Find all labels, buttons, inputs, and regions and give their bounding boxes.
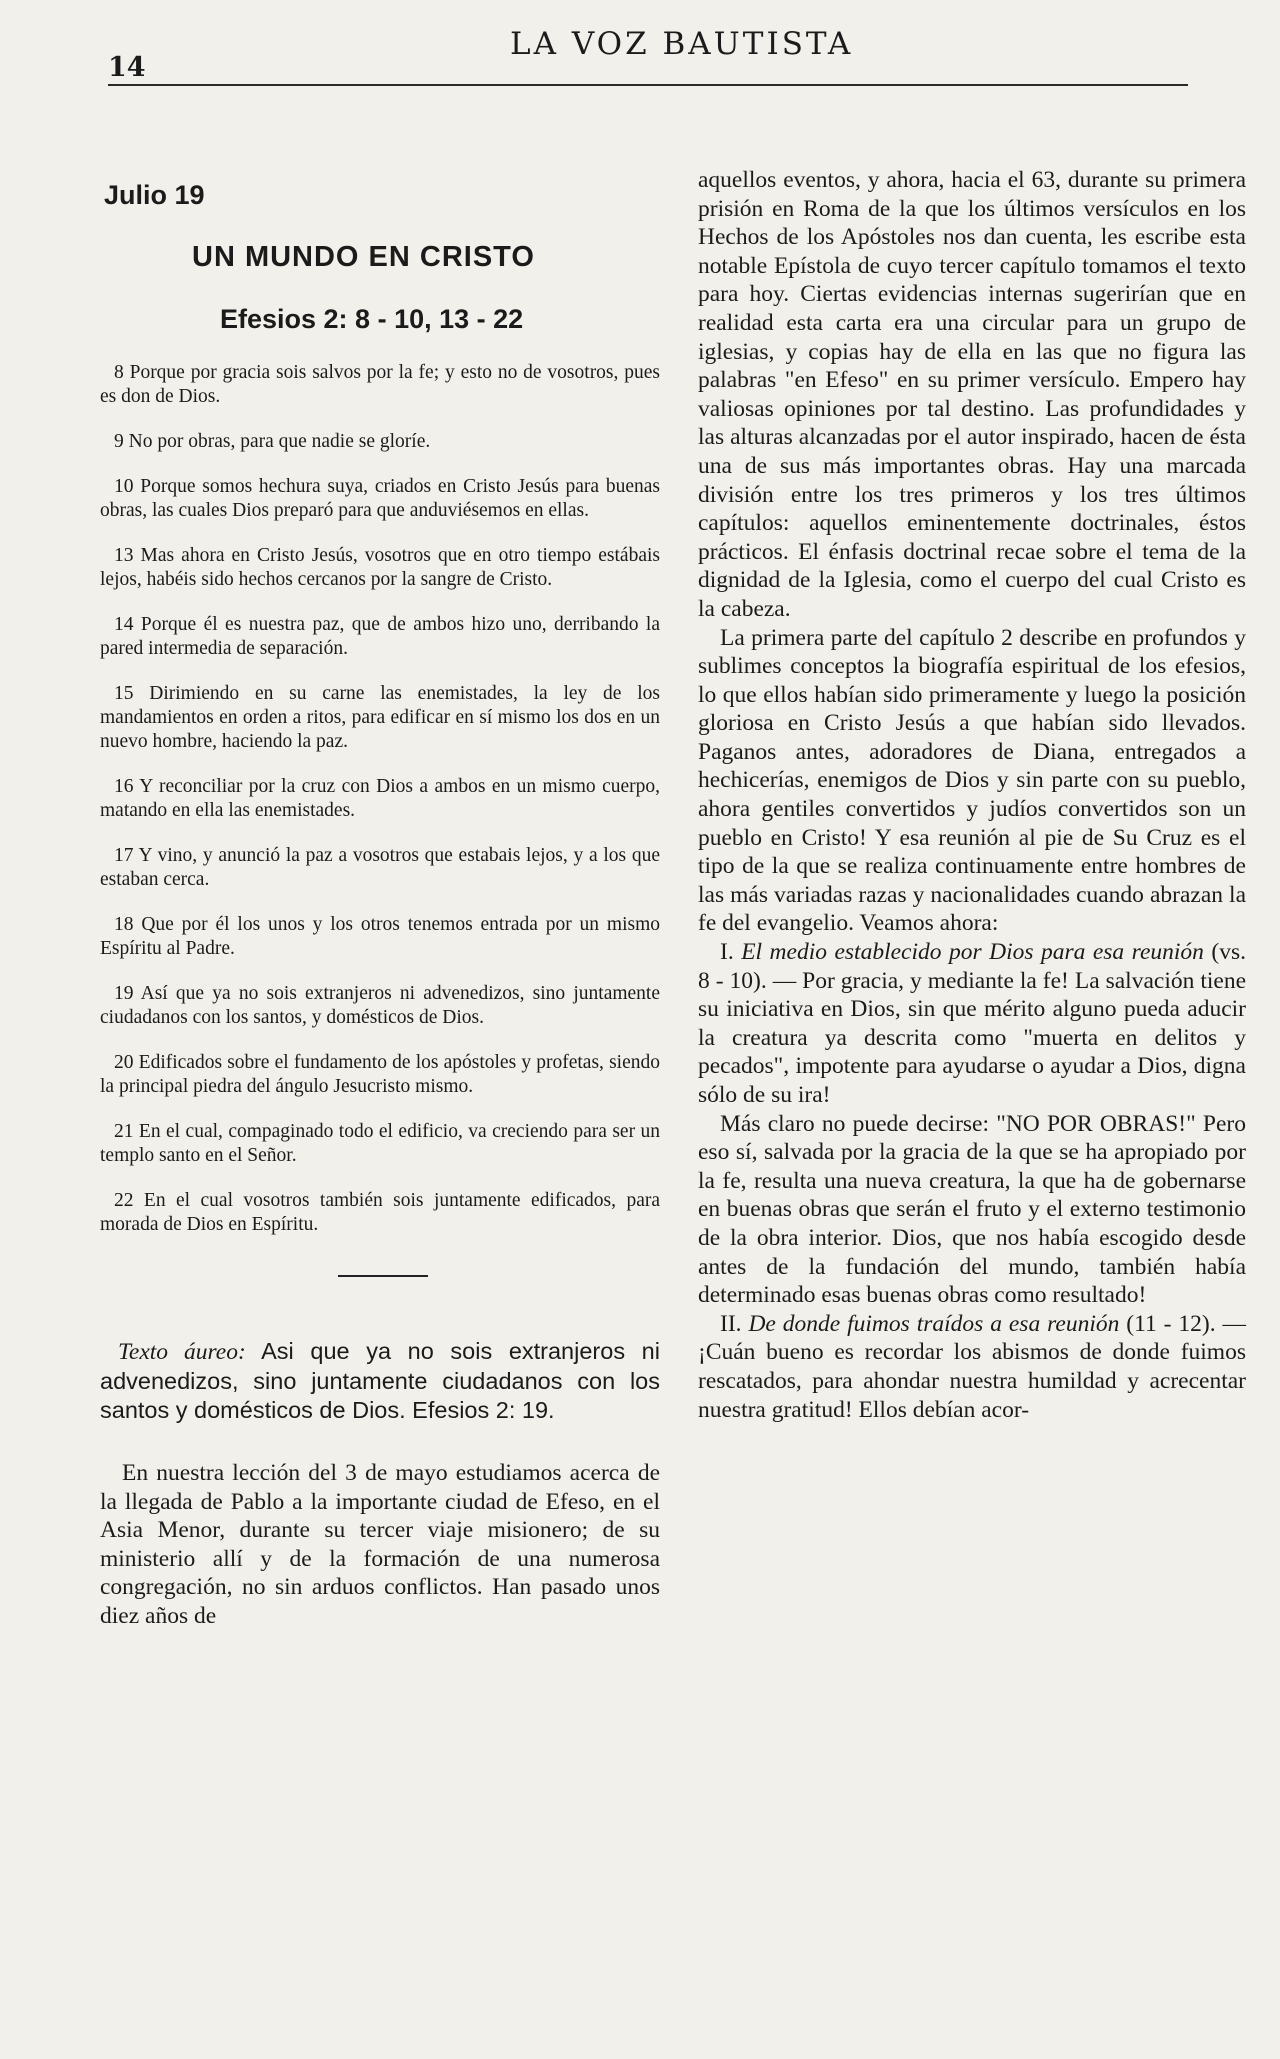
verse: 21 En el cual, compaginado todo el edificio, va creciendo para ser un templo santo en el Señor. bbox=[100, 1121, 660, 1166]
golden-text bbox=[100, 1337, 660, 1425]
verse: 17 Y vino, y anunció la paz a vosotros que estabais lejos, y a los que estaban cerca. bbox=[100, 845, 660, 890]
section-one-heading: El medio establecido por Dios para esa reunión bbox=[741, 939, 1204, 966]
section-one-number: I. bbox=[720, 939, 742, 966]
verse-list bbox=[100, 361, 660, 1237]
section-two-number: II. bbox=[720, 1310, 749, 1337]
verse: 9 No por obras, para que nadie se gloríe. bbox=[114, 431, 431, 452]
commentary-paragraph: La primera parte del capítulo 2 describe en profundos y sublimes conceptos la biografía espiritual de los efesios, lo que ellos habían sido primeramente y luego la posición gloriosa en Cristo Jesús a que habían sido llevados. Paganos antes, adoradores de Diana, entregados a hechicerías, enemigos de Dios y sin parte con su pueblo, ahora gentiles convertidos y judíos convertidos son un pueblo en Cristo! Y esa reunión al pie de Su Cruz es el tipo de la que se realiza continuamente entre hombres de las más variadas razas y nacionalidades cuando abrazan la fe del evangelio. Veamos ahora: bbox=[698, 624, 1246, 937]
verse: 20 Edificados sobre el fundamento de los apóstoles y profetas, siendo la principal piedra del ángulo Jesucristo mismo. bbox=[100, 1052, 660, 1097]
verse: 14 Porque él es nuestra paz, que de ambos hizo uno, derribando la pared intermedia de separación. bbox=[100, 614, 660, 659]
commentary-intro: En nuestra lección del 3 de mayo estudiamos acerca de la llegada de Pablo a la importante ciudad de Efeso, en el Asia Menor, durante su tercer viaje misionero; de su ministerio allí y de la formación de una numerosa congregación, no sin arduos conflictos. Han pasado unos diez años de bbox=[100, 1460, 660, 1629]
section-two-text: (11 - 12). — ¡Cuán bueno es recordar los abismos de donde fuimos rescatados, para ahondar nuestra humildad y acrecentar nuestra gratitud! Ellos debían acor- bbox=[698, 1310, 1246, 1423]
verse: 19 Así que ya no sois extranjeros ni advenedizos, sino juntamente ciudadanos con los santos, y domésticos de Dios. bbox=[100, 983, 660, 1028]
section-one-text: (vs. 8 - 10). — Por gracia, y mediante la fe! La salvación tiene su iniciativa en Dios, sin que mérito alguno pueda aducir la creatura ya descrita como "muerta en delitos y pecados", impotente para ayudarse o ayudar a Dios, digna sólo de su ira! bbox=[698, 939, 1246, 1108]
verse: 13 Mas ahora en Cristo Jesús, vosotros que en otro tiempo estábais lejos, habéis sido hechos cercanos por la sangre de Cristo. bbox=[100, 545, 660, 590]
scripture-reference: Efesios 2: 8 - 10, 13 - 22 bbox=[220, 304, 524, 334]
right-column bbox=[698, 166, 1246, 1424]
running-title: LA VOZ BAUTISTA bbox=[510, 26, 854, 62]
section-divider bbox=[338, 1275, 428, 1277]
verse: 18 Que por él los unos y los otros tenemos entrada por un mismo Espíritu al Padre. bbox=[100, 914, 660, 959]
verse: 10 Porque somos hechura suya, criados en Cristo Jesús para buenas obras, las cuales Dios preparó para que anduviésemos en ellas. bbox=[100, 476, 660, 521]
left-column bbox=[100, 180, 660, 1631]
section-two-heading: De donde fuimos traídos a esa reunión bbox=[748, 1310, 1120, 1337]
golden-text-label: Texto áureo: bbox=[118, 1339, 246, 1365]
commentary-section-two bbox=[698, 1310, 1246, 1424]
lesson-date: Julio 19 bbox=[104, 180, 205, 210]
commentary-section-one bbox=[698, 938, 1246, 1110]
verse: 8 Porque por gracia sois salvos por la fe; y esto no de vosotros, pues es don de Dios. bbox=[100, 362, 660, 407]
verse: 22 En el cual vosotros también sois juntamente edificados, para morada de Dios en Espíritu. bbox=[100, 1190, 660, 1235]
lesson-title: UN MUNDO EN CRISTO bbox=[192, 241, 535, 273]
page-number: 14 bbox=[108, 52, 146, 83]
verse: 16 Y reconciliar por la cruz con Dios a ambos en un mismo cuerpo, matando en ella las enemistades. bbox=[100, 776, 660, 821]
commentary-paragraph: Más claro no puede decirse: "NO POR OBRAS!" Pero eso sí, salvada por la gracia de la que se ha apropiado por la fe, resulta una nueva creatura, la que ha de gobernarse en buenas obras que serán el fruto y el externo testimonio de la obra interior. Dios, que nos había escogido desde antes de la fundación del mundo, también había determinado esas buenas obras como resultado! bbox=[698, 1110, 1246, 1309]
verse: 15 Dirimiendo en su carne las enemistades, la ley de los mandamientos en orden a ritos, para edificar en sí mismo los dos en un nuevo hombre, haciendo la paz. bbox=[100, 683, 660, 752]
golden-text-body: Asi que ya no sois extranjeros ni advenedizos, sino juntamente ciudadanos con los santos y domésticos de Dios. Efesios 2: 19. bbox=[100, 1338, 660, 1423]
header-rule bbox=[108, 84, 1188, 86]
commentary-intro-continued: aquellos eventos, y ahora, hacia el 63, durante su primera prisión en Roma de la que los últimos versículos en los Hechos de los Apóstoles nos dan cuenta, les escribe esta notable Epístola de cuyo tercer capítulo tomamos el texto para hoy. Ciertas evidencias internas sugerirían que en realidad esta carta era una circular para un grupo de iglesias, y copias hay de ella en las que no figura las palabras "en Efeso" en su primer versículo. Empero hay valiosas opiniones por tal destino. Las profundidades y las alturas alcanzadas por el autor inspirado, hacen de ésta una de sus más importantes obras. Hay una marcada división entre los tres primeros y los tres últimos capítulos: aquellos eminentemente doctrinales, éstos prácticos. El énfasis doctrinal recae sobre el tema de la dignidad de la Iglesia, como el cuerpo del cual Cristo es la cabeza. bbox=[698, 167, 1246, 622]
